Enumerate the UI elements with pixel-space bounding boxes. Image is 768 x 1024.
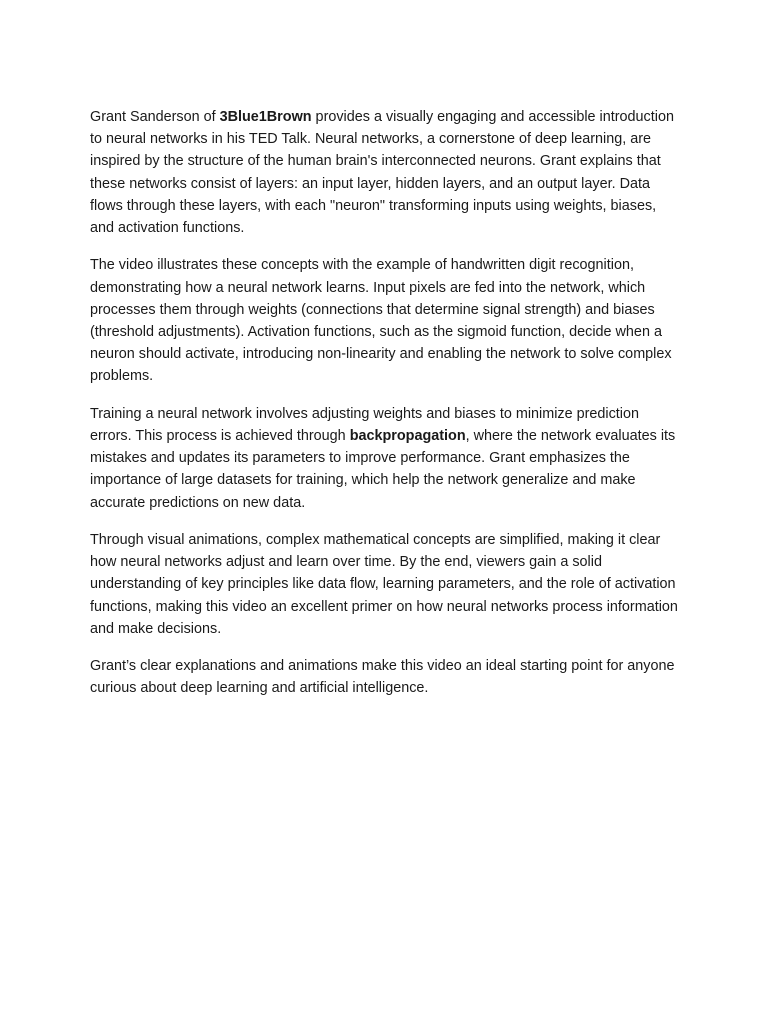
- paragraph-visual-animations: [90, 529, 682, 640]
- document-page: [90, 106, 682, 715]
- paragraph-text: Training a neural network involves adjusting weights and biases to minimize prediction errors. This process is achieved through: [90, 405, 639, 445]
- paragraph-text: The video illustrates these concepts with the example of handwritten digit recognition, demonstrating how a neural network learns. Input pixels are fed into the network, which processes them through weights (connections that determine signal strength) and biases (threshold adjustments). Activation functions, such as the sigmoid function, decide when a neuron should activate, introducing non-linearity and enabling the network to solve complex problems.: [90, 257, 672, 385]
- paragraph-conclusion: [90, 655, 682, 699]
- paragraph-text: , where the network evaluates its mistakes and updates its parameters to improve performance. Grant emphasizes the importance of large datasets for training, which help the network generalize and make accurate predictions on new data.: [90, 428, 676, 511]
- channel-name-bold: 3Blue1Brown: [219, 109, 312, 125]
- paragraph-training: [90, 403, 682, 514]
- paragraph-digit-recognition: [90, 254, 682, 387]
- backpropagation-term-bold: backpropagation: [349, 428, 466, 445]
- paragraph-text: provides a visually engaging and accessible introduction to neural networks in his TED Talk. Neural networks, a cornerstone of deep learning, are inspired by the structure of the human brain's interconnected neurons. Grant explains that these networks consist of layers: an input layer, hidden layers, and an output layer. Data flows through these layers, with each "neuron" transforming inputs using weights, biases, and activation functions.: [90, 109, 674, 237]
- paragraph-text: Grant Sanderson of: [90, 109, 220, 125]
- paragraph-intro: [90, 106, 682, 239]
- paragraph-text: Through visual animations, complex mathematical concepts are simplified, making it clear how neural networks adjust and learn over time. By the end, viewers gain a solid understanding of key principles like data flow, learning parameters, and the role of activation functions, making this video an excellent primer on how neural networks process information and make decisions.: [90, 532, 678, 637]
- paragraph-text: Grant’s clear explanations and animations make this video an ideal starting point for anyone curious about deep learning and artificial intelligence.: [90, 658, 675, 697]
